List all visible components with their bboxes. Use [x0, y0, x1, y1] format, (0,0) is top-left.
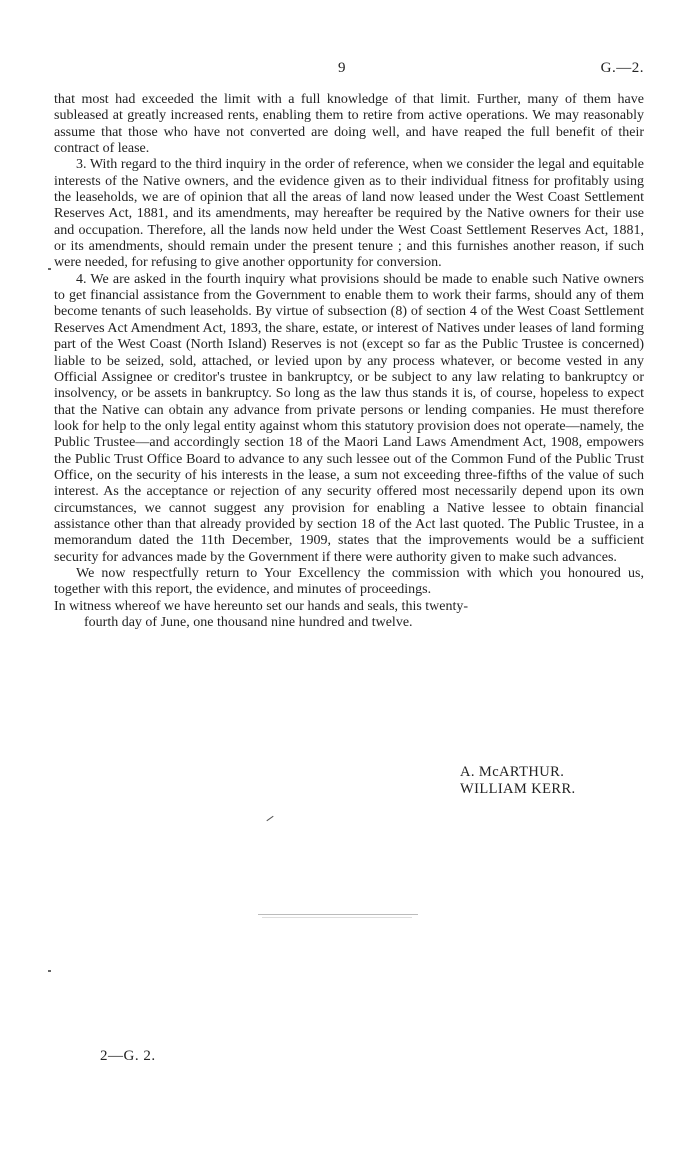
signatory-kerr: WILLIAM KERR. — [460, 781, 576, 797]
document-reference: G.—2. — [600, 60, 644, 76]
paragraph-third-inquiry: 3. With regard to the third inquiry in the order of reference, when we consider the legal and equitable interests of the Native owners, and the evidence given as to their individual fitness for profitably using the leaseholds, we are of opinion that all the areas of land now leased under the West Coast Settlement Reserves Act, 1881, and its amendments, may hereafter be required by the Native owners for their use and occupation. Therefore, all the lands now held under the West Coast Settlement Reserves Act, 1881, or its amendments, should remain under the present tenure ; and this furnishes another reason, if such were needed, for refusing to give another opportunity for conversion. — [54, 157, 644, 271]
paragraph-return-commission: We now respectfully return to Your Excellency the commission with which you honoured us, together with this report, the evidence, and minutes of proceedings. — [54, 565, 644, 598]
report-body — [54, 92, 644, 631]
paragraph-continuation: that most had exceeded the limit with a full knowledge of that limit. Further, many of them have subleased at greatly increased rents, enabling them to retire from active operations. We may reasonably assume that those who have not converted are doing well, and have reaped the full benefit of their contract of lease. — [54, 92, 644, 157]
paragraph-fourth-inquiry: 4. We are asked in the fourth inquiry what provisions should be made to enable such Native owners to get financial assistance from the Government to enable them to work their farms, should any of them become tenants of such leaseholds. By virtue of subsection (8) of section 4 of the West Coast Settlement Reserves Act Amendment Act, 1893, the share, estate, or interest of Natives under leases of land forming part of the West Coast (North Island) Reserves is not (except so far as the Public Trustee is concerned) liable to be seized, sold, attached, or levied upon by any process whatever, or become vested in any Official Assignee or creditor's trustee in bankruptcy, or be subject to any law relating to bankruptcy or insolvency, or be assets in bankruptcy. So long as the law thus stands it is, of course, hopeless to expect that the Native can obtain any advance from private persons or lending companies. He must therefore look for help to the only legal entity against whom this statutory provision does not operate—namely, the Public Trustee—and accordingly section 18 of the Maori Land Laws Amendment Act, 1908, empowers the Public Trust Office Board to advance to any such lessee out of the Common Fund of the Public Trust Office, on the security of his interests in the lease, a sum not exceeding three-fifths of the value of such interest. As the acceptance or rejection of any security offered most necessarily depend upon its own circumstances, we cannot suggest any provision for enabling a Native lessee to obtain financial assistance other than that already provided by section 18 of the Act last quoted. The Public Trustee, in a memorandum dated the 11th December, 1909, states that the improvements would be a sufficient security for advances made by the Government if there were authority given to make such advances. — [54, 271, 644, 565]
section-divider-rule-shadow — [262, 917, 412, 918]
page-number: 9 — [338, 60, 346, 76]
witness-clause — [54, 599, 644, 632]
signatory-mcarthur: A. McARTHUR. — [460, 764, 565, 780]
signatories — [460, 764, 576, 798]
witness-line-2: fourth day of June, one thousand nine hundred and twelve. — [84, 615, 413, 630]
stray-pen-mark — [266, 816, 273, 821]
witness-line-1: In witness whereof we have hereunto set our hands and seals, this twenty- — [54, 598, 469, 614]
margin-mark-2 — [48, 970, 51, 972]
section-divider-rule — [258, 914, 418, 915]
margin-mark-1 — [48, 268, 51, 270]
footer-reference: 2—G. 2. — [100, 1048, 156, 1064]
